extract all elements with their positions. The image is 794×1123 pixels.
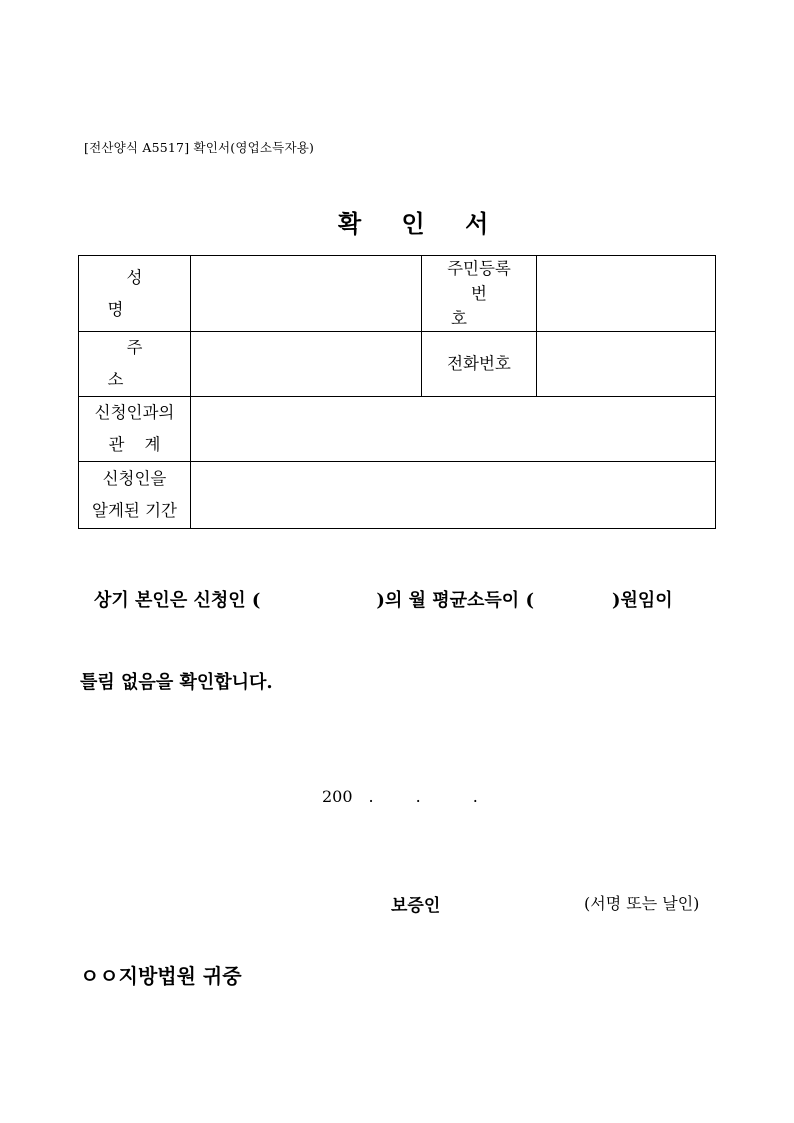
period-label-line1: 신청인을 [102, 469, 167, 488]
period-field[interactable] [191, 462, 716, 529]
address-label: 주소 [107, 338, 181, 389]
addressee: ㅇㅇ지방법원 귀중 [80, 964, 242, 988]
rrn-label-line1: 주민등록 [447, 259, 511, 278]
date-line [322, 787, 478, 806]
phone-label-cell [422, 332, 537, 397]
date-dot-day: . [472, 787, 478, 806]
guarantor-label: 보증인 [391, 896, 441, 916]
relation-label-line2: 관계 [108, 435, 181, 454]
phone-label: 전화번호 [447, 354, 511, 373]
name-label: 성명 [107, 267, 181, 319]
statement-part2: )의 월 평균소득이 ( [376, 590, 534, 611]
relation-label-line1: 신청인과의 [94, 403, 175, 422]
rrn-label-cell [422, 256, 537, 332]
address-field[interactable] [191, 332, 422, 397]
relation-label-cell [79, 397, 191, 462]
relation-field[interactable] [191, 397, 716, 462]
statement-part1: 상기 본인은 신청인 ( [94, 590, 261, 611]
statement-line2: 틀림 없음을 확인합니다. [80, 672, 273, 693]
period-label-line2: 알게된 기간 [92, 501, 177, 520]
date-dot-month: . [415, 787, 421, 806]
phone-field[interactable] [537, 332, 716, 397]
address-label-cell [79, 332, 191, 397]
info-table [78, 255, 716, 529]
statement-part3: )원임이 [611, 590, 673, 611]
rrn-label-line2: 번호 [451, 284, 527, 328]
date-dot-year: . [368, 787, 374, 806]
document-title: 확 인 서 [338, 209, 505, 238]
date-year-prefix: 200 [322, 787, 353, 806]
name-label-cell [79, 256, 191, 332]
rrn-field[interactable] [537, 256, 716, 332]
signature-note: (서명 또는 날인) [584, 894, 700, 913]
period-label-cell [79, 462, 191, 529]
name-field[interactable] [191, 256, 422, 332]
statement-line1 [94, 586, 673, 612]
form-code: [전산양식 A5517] 확인서(영업소득자용) [84, 140, 315, 155]
